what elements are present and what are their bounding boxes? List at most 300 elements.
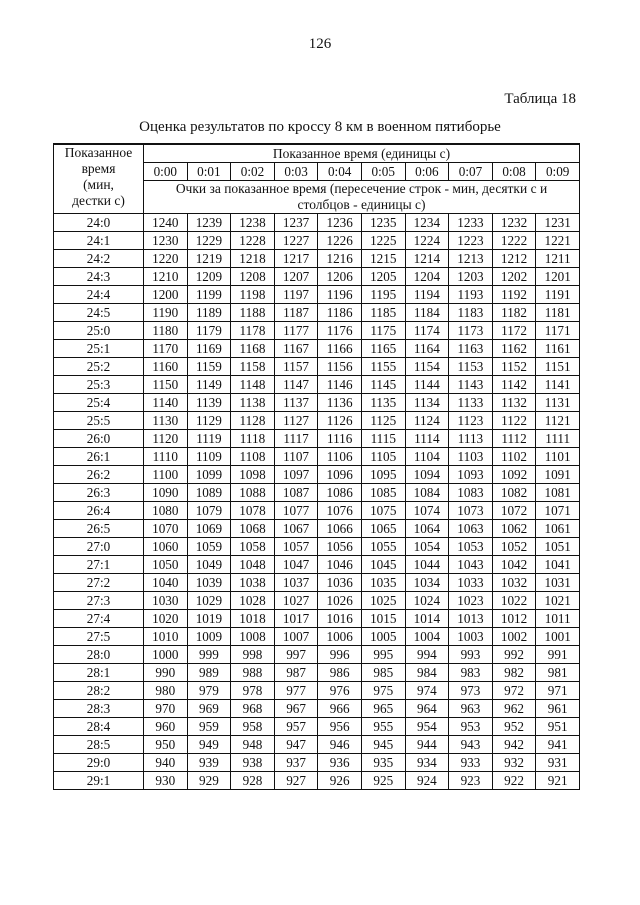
- table-body: [54, 214, 580, 790]
- table-row: [54, 736, 580, 754]
- seconds-group-header: Показанное время (единицы с): [144, 144, 580, 163]
- points-cell: 1014: [405, 610, 449, 628]
- seconds-column-header: 0:05: [361, 163, 405, 181]
- points-cell: 1182: [492, 304, 536, 322]
- points-cell: 1004: [405, 628, 449, 646]
- points-cell: 1024: [405, 592, 449, 610]
- points-cell: 1035: [361, 574, 405, 592]
- points-cell: 1030: [144, 592, 188, 610]
- time-cell: 26:5: [54, 520, 144, 538]
- points-cell: 921: [536, 772, 580, 790]
- points-cell: 952: [492, 718, 536, 736]
- points-cell: 1154: [405, 358, 449, 376]
- points-cell: 1052: [492, 538, 536, 556]
- points-cell: 965: [361, 700, 405, 718]
- points-cell: 1219: [187, 250, 231, 268]
- points-cell: 1129: [187, 412, 231, 430]
- points-cell: 955: [361, 718, 405, 736]
- points-cell: 948: [231, 736, 275, 754]
- table-row: [54, 664, 580, 682]
- points-cell: 961: [536, 700, 580, 718]
- points-cell: 1189: [187, 304, 231, 322]
- points-cell: 1013: [449, 610, 493, 628]
- points-cell: 972: [492, 682, 536, 700]
- points-cell: 1018: [231, 610, 275, 628]
- points-cell: 1158: [231, 358, 275, 376]
- points-cell: 1127: [274, 412, 318, 430]
- points-cell: 1067: [274, 520, 318, 538]
- table-row: [54, 412, 580, 430]
- points-cell: 1084: [405, 484, 449, 502]
- points-cell: 1137: [274, 394, 318, 412]
- points-cell: 1163: [449, 340, 493, 358]
- points-cell: 1062: [492, 520, 536, 538]
- points-cell: 1054: [405, 538, 449, 556]
- points-cell: 1121: [536, 412, 580, 430]
- points-cell: 1235: [361, 214, 405, 232]
- table-row: [54, 754, 580, 772]
- table-row: [54, 682, 580, 700]
- table-label: Таблица 18: [504, 91, 576, 107]
- points-cell: 1017: [274, 610, 318, 628]
- time-cell: 29:0: [54, 754, 144, 772]
- time-cell: 27:4: [54, 610, 144, 628]
- points-cell: 985: [361, 664, 405, 682]
- points-cell: 1079: [187, 502, 231, 520]
- points-cell: 976: [318, 682, 362, 700]
- points-cell: 941: [536, 736, 580, 754]
- points-cell: 1204: [405, 268, 449, 286]
- points-cell: 977: [274, 682, 318, 700]
- points-cell: 956: [318, 718, 362, 736]
- points-cell: 1089: [187, 484, 231, 502]
- points-cell: 1110: [144, 448, 188, 466]
- points-cell: 1066: [318, 520, 362, 538]
- points-cell: 981: [536, 664, 580, 682]
- table-row: [54, 232, 580, 250]
- points-cell: 974: [405, 682, 449, 700]
- points-cell: 1193: [449, 286, 493, 304]
- points-cell: 937: [274, 754, 318, 772]
- points-cell: 998: [231, 646, 275, 664]
- points-cell: 1157: [274, 358, 318, 376]
- time-cell: 28:1: [54, 664, 144, 682]
- points-cell: 1094: [405, 466, 449, 484]
- points-cell: 1149: [187, 376, 231, 394]
- points-cell: 1201: [536, 268, 580, 286]
- table-row: [54, 628, 580, 646]
- table-row: [54, 520, 580, 538]
- points-cell: 1231: [536, 214, 580, 232]
- time-cell: 29:1: [54, 772, 144, 790]
- points-cell: 1191: [536, 286, 580, 304]
- table-row: [54, 556, 580, 574]
- points-cell: 1202: [492, 268, 536, 286]
- points-cell: 986: [318, 664, 362, 682]
- points-cell: 991: [536, 646, 580, 664]
- table-row: [54, 268, 580, 286]
- seconds-column-header: 0:02: [231, 163, 275, 181]
- points-cell: 1167: [274, 340, 318, 358]
- points-cell: 1104: [405, 448, 449, 466]
- time-cell: 24:1: [54, 232, 144, 250]
- points-cell: 1209: [187, 268, 231, 286]
- points-cell: 1033: [449, 574, 493, 592]
- time-cell: 26:0: [54, 430, 144, 448]
- points-cell: 1192: [492, 286, 536, 304]
- corner-line: дестки с): [72, 193, 125, 208]
- time-cell: 28:0: [54, 646, 144, 664]
- points-cell: 1134: [405, 394, 449, 412]
- points-cell: 1098: [231, 466, 275, 484]
- points-cell: 958: [231, 718, 275, 736]
- points-cell: 1049: [187, 556, 231, 574]
- points-cell: 932: [492, 754, 536, 772]
- points-cell: 929: [187, 772, 231, 790]
- points-cell: 1141: [536, 376, 580, 394]
- points-cell: 1222: [492, 232, 536, 250]
- points-cell: 1091: [536, 466, 580, 484]
- points-cell: 1122: [492, 412, 536, 430]
- table-row: [54, 592, 580, 610]
- points-cell: 1006: [318, 628, 362, 646]
- points-cell: 1016: [318, 610, 362, 628]
- points-cell: 1057: [274, 538, 318, 556]
- points-cell: 1194: [405, 286, 449, 304]
- points-cell: 1146: [318, 376, 362, 394]
- points-cell: 1046: [318, 556, 362, 574]
- points-cell: 1112: [492, 430, 536, 448]
- points-cell: 1144: [405, 376, 449, 394]
- corner-line: Показанное: [64, 145, 133, 160]
- time-cell: 24:0: [54, 214, 144, 232]
- points-cell: 1168: [231, 340, 275, 358]
- points-cell: 951: [536, 718, 580, 736]
- time-cell: 26:4: [54, 502, 144, 520]
- points-cell: 939: [187, 754, 231, 772]
- points-cell: 1195: [361, 286, 405, 304]
- points-cell: 980: [144, 682, 188, 700]
- points-cell: 988: [231, 664, 275, 682]
- points-cell: 1205: [361, 268, 405, 286]
- points-cell: 923: [449, 772, 493, 790]
- points-cell: 1211: [536, 250, 580, 268]
- points-cell: 1002: [492, 628, 536, 646]
- time-cell: 25:3: [54, 376, 144, 394]
- points-cell: 1223: [449, 232, 493, 250]
- points-cell: 1100: [144, 466, 188, 484]
- points-cell: 1027: [274, 592, 318, 610]
- seconds-column-header: 0:09: [536, 163, 580, 181]
- points-cell: 1172: [492, 322, 536, 340]
- points-cell: 982: [492, 664, 536, 682]
- points-cell: 1131: [536, 394, 580, 412]
- points-cell: 1069: [187, 520, 231, 538]
- points-cell: 1119: [187, 430, 231, 448]
- points-cell: 1229: [187, 232, 231, 250]
- points-cell: 1053: [449, 538, 493, 556]
- points-cell: 953: [449, 718, 493, 736]
- table-row: [54, 718, 580, 736]
- points-cell: 1077: [274, 502, 318, 520]
- points-cell: 1166: [318, 340, 362, 358]
- points-cell: 1022: [492, 592, 536, 610]
- time-cell: 25:5: [54, 412, 144, 430]
- points-cell: 933: [449, 754, 493, 772]
- points-cell: 1120: [144, 430, 188, 448]
- points-cell: 1045: [361, 556, 405, 574]
- points-cell: 1058: [231, 538, 275, 556]
- points-cell: 1065: [361, 520, 405, 538]
- points-cell: 1239: [187, 214, 231, 232]
- points-cell: 1001: [536, 628, 580, 646]
- points-cell: 1214: [405, 250, 449, 268]
- points-cell: 984: [405, 664, 449, 682]
- table-row: [54, 646, 580, 664]
- table-row: [54, 286, 580, 304]
- table-row: [54, 538, 580, 556]
- points-cell: 1123: [449, 412, 493, 430]
- points-cell: 959: [187, 718, 231, 736]
- points-cell: 1139: [187, 394, 231, 412]
- points-cell: 926: [318, 772, 362, 790]
- points-cell: 1135: [361, 394, 405, 412]
- points-cell: 938: [231, 754, 275, 772]
- table-row: [54, 430, 580, 448]
- points-cell: 1175: [361, 322, 405, 340]
- points-cell: 966: [318, 700, 362, 718]
- points-cell: 931: [536, 754, 580, 772]
- points-cell: 1056: [318, 538, 362, 556]
- points-cell: 1117: [274, 430, 318, 448]
- points-cell: 1164: [405, 340, 449, 358]
- points-cell: 1050: [144, 556, 188, 574]
- points-cell: 949: [187, 736, 231, 754]
- points-cell: 1064: [405, 520, 449, 538]
- table-header: [54, 144, 580, 214]
- points-cell: 1218: [231, 250, 275, 268]
- time-column-header: [54, 144, 144, 214]
- points-cell: 1198: [231, 286, 275, 304]
- points-cell: 1143: [449, 376, 493, 394]
- points-cell: 1095: [361, 466, 405, 484]
- points-cell: 1216: [318, 250, 362, 268]
- points-cell: 1044: [405, 556, 449, 574]
- time-cell: 28:4: [54, 718, 144, 736]
- points-cell: 1114: [405, 430, 449, 448]
- points-cell: 992: [492, 646, 536, 664]
- points-cell: 967: [274, 700, 318, 718]
- points-cell: 1090: [144, 484, 188, 502]
- points-cell: 1078: [231, 502, 275, 520]
- points-cell: 1170: [144, 340, 188, 358]
- points-cell: 1180: [144, 322, 188, 340]
- points-cell: 1028: [231, 592, 275, 610]
- points-cell: 1071: [536, 502, 580, 520]
- points-cell: 1125: [361, 412, 405, 430]
- points-cell: 1236: [318, 214, 362, 232]
- points-cell: 1165: [361, 340, 405, 358]
- points-cell: 1226: [318, 232, 362, 250]
- points-cell: 1174: [405, 322, 449, 340]
- points-cell: 942: [492, 736, 536, 754]
- points-cell: 1169: [187, 340, 231, 358]
- points-cell: 983: [449, 664, 493, 682]
- points-cell: 1179: [187, 322, 231, 340]
- points-cell: 1101: [536, 448, 580, 466]
- points-cell: 1203: [449, 268, 493, 286]
- time-cell: 26:3: [54, 484, 144, 502]
- points-cell: 1208: [231, 268, 275, 286]
- points-cell: 1171: [536, 322, 580, 340]
- note-line: Очки за показанное время (пересечение строк - мин, десятки с и: [175, 181, 548, 196]
- points-cell: 970: [144, 700, 188, 718]
- points-cell: 1000: [144, 646, 188, 664]
- points-cell: 1047: [274, 556, 318, 574]
- points-cell: 1107: [274, 448, 318, 466]
- points-cell: 1156: [318, 358, 362, 376]
- points-cell: 924: [405, 772, 449, 790]
- time-cell: 27:5: [54, 628, 144, 646]
- points-cell: 1034: [405, 574, 449, 592]
- points-cell: 1074: [405, 502, 449, 520]
- points-cell: 1152: [492, 358, 536, 376]
- seconds-column-header: 0:06: [405, 163, 449, 181]
- points-cell: 1093: [449, 466, 493, 484]
- points-cell: 1147: [274, 376, 318, 394]
- points-cell: 940: [144, 754, 188, 772]
- points-cell: 1130: [144, 412, 188, 430]
- points-cell: 1148: [231, 376, 275, 394]
- table-row: [54, 394, 580, 412]
- time-cell: 25:1: [54, 340, 144, 358]
- points-cell: 1161: [536, 340, 580, 358]
- points-cell: 995: [361, 646, 405, 664]
- points-cell: 1111: [536, 430, 580, 448]
- points-cell: 950: [144, 736, 188, 754]
- points-cell: 969: [187, 700, 231, 718]
- points-cell: 1217: [274, 250, 318, 268]
- points-cell: 1108: [231, 448, 275, 466]
- table-row: [54, 250, 580, 268]
- points-cell: 1118: [231, 430, 275, 448]
- note-line: столбцов - единицы с): [297, 197, 426, 212]
- table-row: [54, 448, 580, 466]
- points-cell: 1043: [449, 556, 493, 574]
- points-cell: 1160: [144, 358, 188, 376]
- points-cell: 1153: [449, 358, 493, 376]
- points-cell: 1150: [144, 376, 188, 394]
- points-cell: 1055: [361, 538, 405, 556]
- points-cell: 1042: [492, 556, 536, 574]
- table-row: [54, 358, 580, 376]
- points-cell: 1113: [449, 430, 493, 448]
- points-cell: 936: [318, 754, 362, 772]
- points-cell: 1025: [361, 592, 405, 610]
- time-cell: 26:2: [54, 466, 144, 484]
- points-cell: 1115: [361, 430, 405, 448]
- seconds-column-header: 0:08: [492, 163, 536, 181]
- points-cell: 1181: [536, 304, 580, 322]
- time-cell: 25:2: [54, 358, 144, 376]
- points-cell: 1212: [492, 250, 536, 268]
- points-cell: 1031: [536, 574, 580, 592]
- points-cell: 1080: [144, 502, 188, 520]
- points-cell: 1155: [361, 358, 405, 376]
- seconds-column-header: 0:07: [449, 163, 493, 181]
- points-cell: 1173: [449, 322, 493, 340]
- points-cell: 1097: [274, 466, 318, 484]
- points-cell: 1060: [144, 538, 188, 556]
- points-cell: 1224: [405, 232, 449, 250]
- points-cell: 1008: [231, 628, 275, 646]
- points-cell: 1138: [231, 394, 275, 412]
- page-number: 126: [308, 36, 332, 52]
- points-cell: 1221: [536, 232, 580, 250]
- points-cell: 1059: [187, 538, 231, 556]
- points-cell: 1075: [361, 502, 405, 520]
- points-cell: 993: [449, 646, 493, 664]
- points-cell: 989: [187, 664, 231, 682]
- points-cell: 978: [231, 682, 275, 700]
- points-cell: 979: [187, 682, 231, 700]
- points-cell: 935: [361, 754, 405, 772]
- points-cell: 957: [274, 718, 318, 736]
- points-cell: 1039: [187, 574, 231, 592]
- points-cell: 1102: [492, 448, 536, 466]
- points-cell: 1051: [536, 538, 580, 556]
- table-row: [54, 484, 580, 502]
- points-cell: 1068: [231, 520, 275, 538]
- points-cell: 1190: [144, 304, 188, 322]
- points-cell: 927: [274, 772, 318, 790]
- seconds-column-header: 0:04: [318, 163, 362, 181]
- points-cell: 1136: [318, 394, 362, 412]
- points-cell: 1238: [231, 214, 275, 232]
- points-cell: 1086: [318, 484, 362, 502]
- points-cell: 922: [492, 772, 536, 790]
- points-cell: 1076: [318, 502, 362, 520]
- scoring-table: [53, 143, 580, 790]
- points-cell: 1096: [318, 466, 362, 484]
- points-cell: 945: [361, 736, 405, 754]
- points-cell: 1213: [449, 250, 493, 268]
- time-cell: 24:3: [54, 268, 144, 286]
- points-cell: 1020: [144, 610, 188, 628]
- points-cell: 1041: [536, 556, 580, 574]
- points-cell: 1197: [274, 286, 318, 304]
- points-cell: 973: [449, 682, 493, 700]
- time-cell: 28:5: [54, 736, 144, 754]
- points-cell: 1206: [318, 268, 362, 286]
- points-cell: 1105: [361, 448, 405, 466]
- table-row: [54, 574, 580, 592]
- points-cell: 1026: [318, 592, 362, 610]
- points-cell: 934: [405, 754, 449, 772]
- table-row: [54, 322, 580, 340]
- points-cell: 1005: [361, 628, 405, 646]
- time-cell: 28:3: [54, 700, 144, 718]
- points-cell: 1232: [492, 214, 536, 232]
- points-cell: 1228: [231, 232, 275, 250]
- points-cell: 1176: [318, 322, 362, 340]
- points-cell: 1015: [361, 610, 405, 628]
- time-cell: 26:1: [54, 448, 144, 466]
- points-cell: 954: [405, 718, 449, 736]
- points-cell: 975: [361, 682, 405, 700]
- points-cell: 1227: [274, 232, 318, 250]
- points-cell: 1159: [187, 358, 231, 376]
